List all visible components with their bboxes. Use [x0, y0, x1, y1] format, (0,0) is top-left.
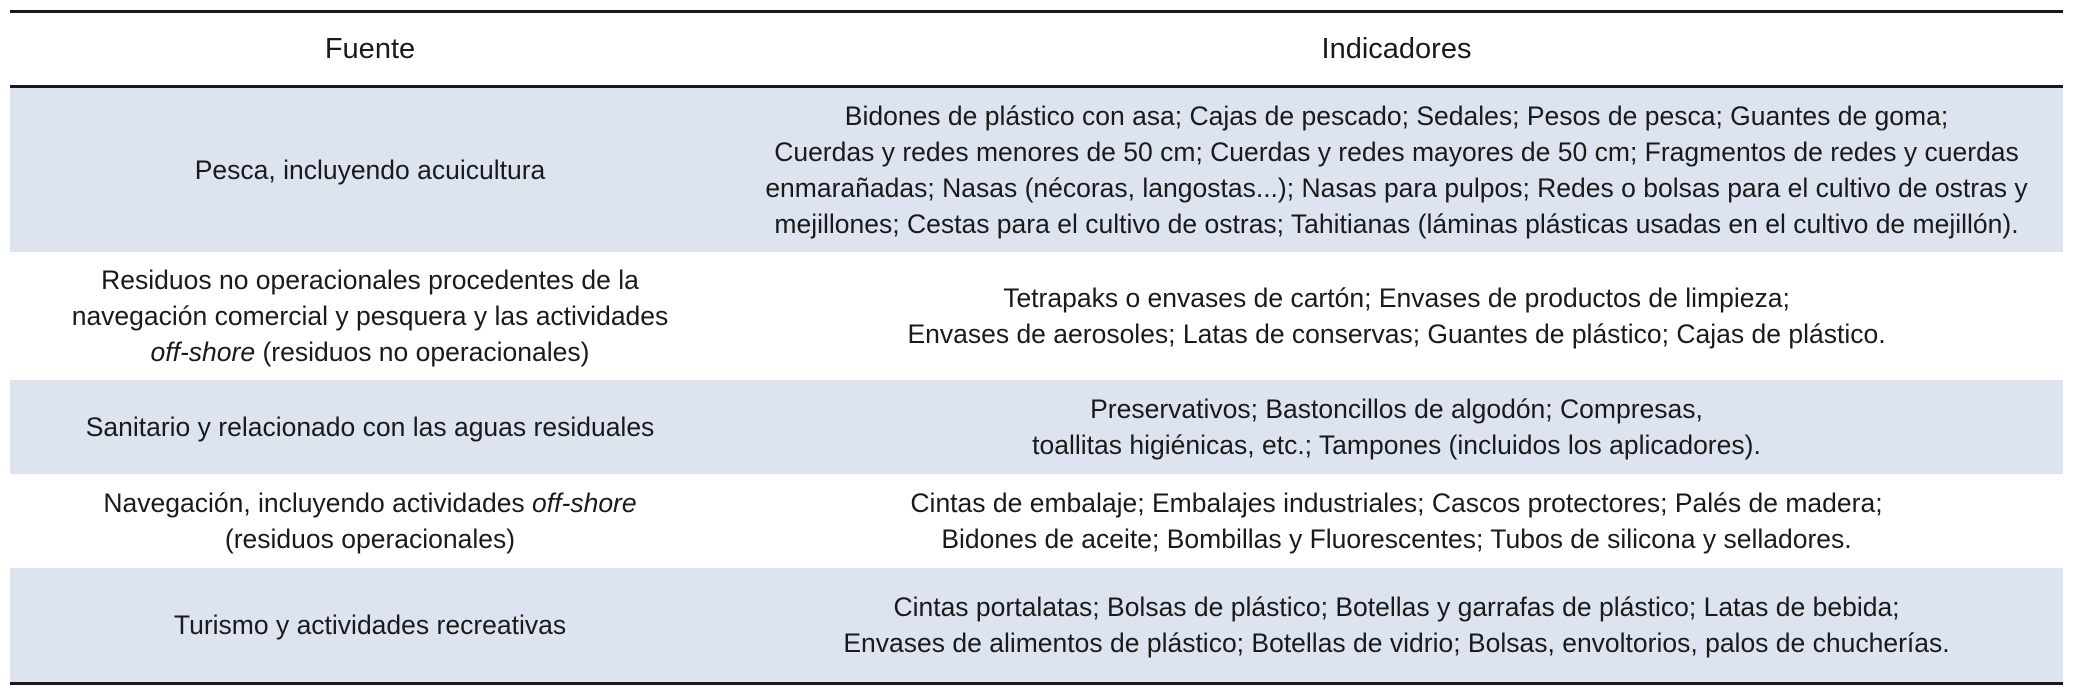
- indicators-line: Cintas de embalaje; Embalajes industriales; Cascos protectores; Palés de madera;: [910, 488, 1883, 518]
- source-cell: [10, 87, 730, 253]
- indicators-line: enmarañadas; Nasas (nécoras, langostas...); Nasas para pulpos; Redes o bolsas para el cultivo de ostras y: [765, 173, 2028, 203]
- indicators-cell: [730, 252, 2063, 380]
- indicators-cell: [730, 87, 2063, 253]
- table-row-navigation: [10, 474, 2063, 568]
- indicators-cell: [730, 474, 2063, 568]
- source-text-line: [20, 485, 720, 521]
- source-text-italic: off-shore: [532, 488, 637, 518]
- table-row-sanitary: [10, 380, 2063, 474]
- header-row: [10, 12, 2063, 87]
- indicators-line: toallitas higiénicas, etc.; Tampones (incluidos los aplicadores).: [1032, 430, 1761, 460]
- source-text: (residuos operacionales): [224, 524, 516, 554]
- source-text: Sanitario y relacionado con las aguas residuales: [85, 412, 655, 442]
- source-text: Turismo y actividades recreativas: [173, 610, 567, 640]
- indicators-line: Bidones de plástico con asa; Cajas de pescado; Sedales; Pesos de pesca; Guantes de goma;: [844, 101, 1949, 131]
- indicators-line: Cintas portalatas; Bolsas de plástico; Botellas y garrafas de plástico; Latas de bebida;: [893, 592, 1900, 622]
- table-row-tourism: [10, 568, 2063, 684]
- indicators-line: Cuerdas y redes menores de 50 cm; Cuerdas y redes mayores de 50 cm; Fragmentos de redes y cuerdas: [774, 137, 2019, 167]
- indicators-line: Bidones de aceite; Bombillas y Fluorescentes; Tubos de silicona y selladores.: [941, 524, 1852, 554]
- indicators-line: Envases de alimentos de plástico; Botellas de vidrio; Bolsas, envoltorios, palos de chucherías.: [843, 628, 1950, 658]
- source-text: Navegación, incluyendo actividades: [103, 488, 533, 518]
- source-text: Residuos no operacionales procedentes de la: [101, 265, 639, 295]
- table-body: [10, 87, 2063, 684]
- table-row-non-operational-waste: [10, 252, 2063, 380]
- source-text: navegación comercial y pesquera y las actividades: [71, 301, 669, 331]
- source-cell: [10, 380, 730, 474]
- source-text-line: [20, 334, 720, 370]
- indicators-line: Envases de aerosoles; Latas de conservas; Guantes de plástico; Cajas de plástico.: [907, 319, 1886, 349]
- source-cell: [10, 568, 730, 684]
- table-row-fishing: [10, 87, 2063, 253]
- column-header-source: Fuente: [324, 32, 416, 65]
- indicators-line: mejillones; Cestas para el cultivo de ostras; Tahitianas (láminas plásticas usadas en el cultivo de mejillón).: [774, 209, 2019, 239]
- source-cell: [10, 252, 730, 380]
- indicators-line: Tetrapaks o envases de cartón; Envases de productos de limpieza;: [1003, 283, 1790, 313]
- source-text: (residuos no operacionales): [255, 337, 590, 367]
- indicators-line: Preservativos; Bastoncillos de algodón; Compresas,: [1090, 394, 1703, 424]
- sources-indicators-table: [10, 10, 2063, 685]
- source-text: Pesca, incluyendo acuicultura: [194, 155, 546, 185]
- sources-indicators-table-container: [10, 10, 2063, 685]
- source-text-italic: off-shore: [150, 337, 256, 367]
- indicators-cell: [730, 380, 2063, 474]
- table-header: [10, 12, 2063, 87]
- column-header-indicators: Indicadores: [1321, 32, 1472, 65]
- source-cell: [10, 474, 730, 568]
- indicators-cell: [730, 568, 2063, 684]
